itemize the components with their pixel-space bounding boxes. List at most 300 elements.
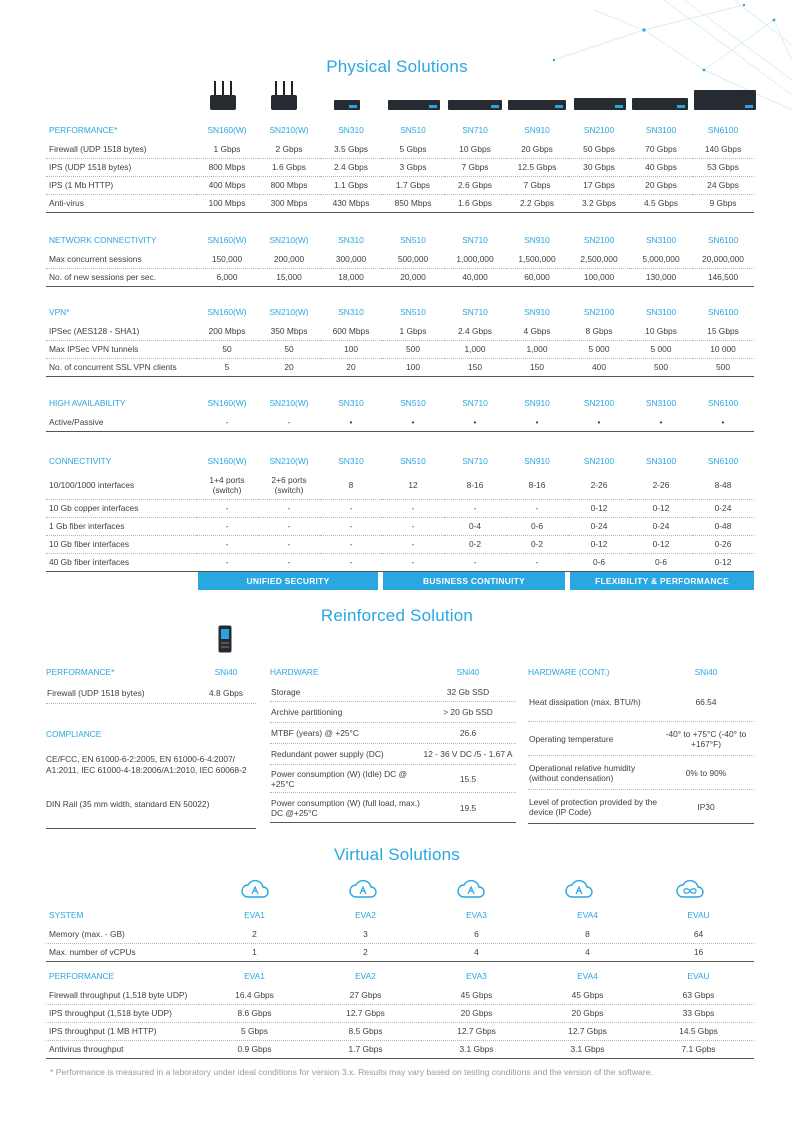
table-row — [46, 943, 754, 961]
cell-value: 2.2 Gbps — [506, 194, 568, 212]
spec-label: Level of protection provided by the device (IP Code) — [529, 796, 658, 817]
table-row — [46, 358, 754, 376]
cell-value: 0-12 — [630, 499, 692, 517]
cell-value: 0-12 — [692, 553, 754, 571]
model-header: SN210(W) — [269, 456, 309, 466]
reinforced-perf-model: SNi40 — [214, 667, 238, 677]
cell-value: 5 000 — [630, 340, 692, 358]
cell-value: 15,000 — [258, 268, 320, 286]
row-label: Firewall throughput (1,518 byte UDP) — [46, 986, 199, 1004]
cell-value: 500 — [630, 358, 692, 376]
cell-value: 27 Gbps — [310, 986, 421, 1004]
cell-value: • — [382, 413, 444, 431]
sn160w-image — [210, 78, 236, 110]
model-header: SN710 — [462, 456, 488, 466]
cell-value: 150,000 — [196, 250, 258, 268]
cell-value: 400 Mbps — [196, 176, 258, 194]
cell-value: 8 Gbps — [568, 322, 630, 340]
cell-value: 5 — [196, 358, 258, 376]
table-header-row — [46, 393, 754, 413]
cell-value: 1.7 Gbps — [310, 1040, 421, 1058]
table-row — [46, 176, 754, 194]
cell-value: - — [196, 499, 258, 517]
cell-value: 0-4 — [444, 517, 506, 535]
cell-value: 0-12 — [568, 499, 630, 517]
reinforced-perf-header: PERFORMANCE* — [46, 667, 115, 677]
physical-solutions-title: Physical Solutions — [326, 57, 468, 76]
row-label: Memory (max. - GB) — [46, 925, 199, 943]
cell-value: 1,000 — [444, 340, 506, 358]
eva2-cloud-icon — [348, 876, 378, 902]
reinforced-perf-row: Firewall (UDP 1518 bytes) 4.8 Gbps — [46, 682, 256, 704]
cell-value: - — [258, 553, 320, 571]
cell-value: 2-26 — [630, 471, 692, 499]
cell-value: 8 — [532, 925, 643, 943]
cell-value: 18,000 — [320, 268, 382, 286]
row-label: Max. number of vCPUs — [46, 943, 199, 961]
sn2100-image — [574, 98, 626, 110]
section-header: PERFORMANCE* — [49, 125, 118, 135]
cell-value: 0-24 — [630, 517, 692, 535]
section-header: CONNECTIVITY — [49, 456, 112, 466]
cell-value: 10 000 — [692, 340, 754, 358]
cell-value: - — [320, 535, 382, 553]
model-header: SN210(W) — [269, 307, 309, 317]
cell-value: 60,000 — [506, 268, 568, 286]
cell-value: 3 Gbps — [382, 158, 444, 176]
spec-row — [270, 682, 516, 702]
table-row — [46, 517, 754, 535]
cell-value: 20 Gbps — [532, 1004, 643, 1022]
cell-value: • — [506, 413, 568, 431]
hardware-model: SNi40 — [456, 667, 480, 677]
spec-label: Power consumption (W) (Idle) DC @ +25°C — [271, 768, 408, 789]
cell-value: 300,000 — [320, 250, 382, 268]
model-header: SN910 — [524, 398, 550, 408]
section-header: HIGH AVAILABILITY — [49, 398, 126, 408]
cell-value: 8.6 Gbps — [199, 1004, 310, 1022]
sn210w-image — [271, 78, 297, 110]
cell-value: 0-12 — [568, 535, 630, 553]
spec-label: MTBF (years) @ +25°C — [271, 728, 359, 738]
cell-value: 3.1 Gbps — [421, 1040, 532, 1058]
table-row — [46, 925, 754, 943]
cell-value: 40,000 — [444, 268, 506, 286]
model-header: SN3100 — [645, 398, 677, 408]
table-row — [46, 535, 754, 553]
cell-value: 5 000 — [568, 340, 630, 358]
cell-value: 17 Gbps — [568, 176, 630, 194]
row-label: 10 Gb copper interfaces — [46, 499, 196, 517]
cell-value: • — [692, 413, 754, 431]
cell-value: 24 Gbps — [692, 176, 754, 194]
model-header: SN710 — [462, 235, 488, 245]
reinforced-solution-title: Reinforced Solution — [320, 606, 474, 625]
cell-value: 10 Gbps — [630, 322, 692, 340]
model-header: SN3100 — [645, 307, 677, 317]
cell-value: 0-6 — [506, 517, 568, 535]
model-header: SN210(W) — [269, 235, 309, 245]
vpn-table — [46, 302, 754, 377]
cell-value: 4 Gbps — [506, 322, 568, 340]
cell-value: 12.7 Gbps — [310, 1004, 421, 1022]
cell-value: 0-24 — [568, 517, 630, 535]
cell-value: 0-24 — [692, 499, 754, 517]
spec-value: 26.6 — [459, 728, 477, 738]
model-header: SN510 — [400, 398, 426, 408]
cell-value: 3.5 Gbps — [320, 140, 382, 158]
model-header: SN310 — [338, 398, 364, 408]
cell-value: - — [444, 553, 506, 571]
model-header: SN210(W) — [269, 398, 309, 408]
model-header: SN160(W) — [207, 456, 247, 466]
spec-label: Operational relative humidity (without condensation) — [529, 762, 636, 783]
model-header: SN2100 — [583, 125, 615, 135]
cell-value: 9 Gbps — [692, 194, 754, 212]
sn6100-image — [694, 90, 756, 110]
cell-value: - — [320, 553, 382, 571]
table-row — [46, 140, 754, 158]
cell-value: 300 Mbps — [258, 194, 320, 212]
table-row — [46, 322, 754, 340]
cell-value: 7.1 Gpbs — [643, 1040, 754, 1058]
cell-value: 20 — [320, 358, 382, 376]
spec-row — [528, 790, 754, 824]
performance-table — [46, 120, 754, 213]
spec-value: 32 Gb SSD — [446, 686, 490, 697]
cell-value: 100 — [382, 358, 444, 376]
table-row — [46, 250, 754, 268]
row-label: Max IPSec VPN tunnels — [46, 340, 196, 358]
table-header-row — [46, 451, 754, 471]
cell-value: 12.7 Gbps — [532, 1022, 643, 1040]
cell-value: 15 Gbps — [692, 322, 754, 340]
banner-unified-security: UNIFIED SECURITY — [198, 572, 378, 590]
model-header: SN710 — [462, 125, 488, 135]
cell-value: 1+4 ports (switch) — [196, 471, 258, 499]
cell-value: 0-6 — [568, 553, 630, 571]
cell-value: 53 Gbps — [692, 158, 754, 176]
model-header: SN310 — [338, 456, 364, 466]
cell-value: - — [258, 535, 320, 553]
cell-value: 5,000,000 — [630, 250, 692, 268]
model-header: SN910 — [524, 456, 550, 466]
cell-value: 10 Gbps — [444, 140, 506, 158]
cell-value: 400 — [568, 358, 630, 376]
cell-value: • — [444, 413, 506, 431]
sn3100-image — [632, 98, 688, 110]
cell-value: 2+6 ports (switch) — [258, 471, 320, 499]
cell-value: 20 Gbps — [506, 140, 568, 158]
spec-value: 12 - 36 V DC /5 - 1.67 A — [423, 749, 513, 759]
row-label: IPS throughput (1 MB HTTP) — [46, 1022, 199, 1040]
cell-value: 1 Gbps — [196, 140, 258, 158]
cell-value: 3.2 Gbps — [568, 194, 630, 212]
cell-value: 0-2 — [444, 535, 506, 553]
cell-value: 146,500 — [692, 268, 754, 286]
cell-value: 0.9 Gbps — [199, 1040, 310, 1058]
cell-value: 200,000 — [258, 250, 320, 268]
spec-row — [270, 765, 516, 793]
cell-value: - — [258, 517, 320, 535]
cell-value: 0-12 — [630, 535, 692, 553]
row-label: IPS (1 Mb HTTP) — [46, 176, 196, 194]
cell-value: 20 Gbps — [630, 176, 692, 194]
model-header: SN510 — [400, 307, 426, 317]
row-label: No. of concurrent SSL VPN clients — [46, 358, 196, 376]
sni40-image — [218, 625, 232, 653]
cell-value: 2 — [199, 925, 310, 943]
evau-cloud-icon — [675, 876, 705, 902]
cell-value: 0-2 — [506, 535, 568, 553]
model-header: EVA4 — [577, 971, 598, 981]
sn910-image — [508, 100, 566, 110]
cell-value: - — [258, 499, 320, 517]
compliance-header: COMPLIANCE — [46, 729, 102, 739]
model-header: SN6100 — [707, 398, 739, 408]
cell-value: 0-48 — [692, 517, 754, 535]
section-header: PERFORMANCE — [49, 971, 115, 981]
cell-value: - — [320, 517, 382, 535]
table-row — [46, 194, 754, 212]
spec-value: IP30 — [697, 801, 715, 812]
model-header: EVA4 — [577, 910, 598, 920]
row-label: 1 Gb fiber interfaces — [46, 517, 196, 535]
row-label: Anti-virus — [46, 194, 196, 212]
cell-value: - — [382, 553, 444, 571]
table-header-row — [46, 120, 754, 140]
cell-value: 4.5 Gbps — [630, 194, 692, 212]
cell-value: 8 — [320, 471, 382, 499]
reinforced-performance-block — [46, 662, 256, 829]
cell-value: - — [320, 499, 382, 517]
reinforced-hardware-block — [270, 662, 516, 823]
model-header: SN910 — [524, 125, 550, 135]
cell-value: - — [382, 499, 444, 517]
banner-business-continuity: BUSINESS CONTINUITY — [383, 572, 565, 590]
model-header: EVA2 — [355, 910, 376, 920]
spec-row — [528, 756, 754, 790]
spec-value: 19.5 — [459, 802, 477, 813]
sn710-image — [448, 100, 502, 110]
table-row — [46, 1022, 754, 1040]
row-label: IPSec (AES128 - SHA1) — [46, 322, 196, 340]
cell-value: 4 — [532, 943, 643, 961]
cell-value: 2 — [310, 943, 421, 961]
cell-value: • — [320, 413, 382, 431]
cell-value: 2 Gbps — [258, 140, 320, 158]
cell-value: 1.6 Gbps — [444, 194, 506, 212]
cell-value: 20 — [258, 358, 320, 376]
row-label: No. of new sessions per sec. — [46, 268, 196, 286]
spec-row — [528, 722, 754, 756]
model-header: SN510 — [400, 456, 426, 466]
cell-value: 100 — [320, 340, 382, 358]
model-header: SN710 — [462, 398, 488, 408]
model-header: SN3100 — [645, 235, 677, 245]
model-header: SN160(W) — [207, 125, 247, 135]
cell-value: 100 Mbps — [196, 194, 258, 212]
model-header: SN310 — [338, 307, 364, 317]
cell-value: 7 Gbps — [506, 176, 568, 194]
high-availability-table — [46, 393, 754, 432]
model-header: EVA1 — [244, 971, 265, 981]
section-header: VPN* — [49, 307, 70, 317]
cell-value: 150 — [506, 358, 568, 376]
cell-value: 6 — [421, 925, 532, 943]
table-header-row — [46, 966, 754, 986]
model-header: SN6100 — [707, 456, 739, 466]
cell-value: - — [196, 413, 258, 431]
cell-value: 800 Mbps — [258, 176, 320, 194]
cell-value: 500 — [692, 358, 754, 376]
model-header: SN3100 — [645, 456, 677, 466]
cell-value: - — [382, 535, 444, 553]
table-row — [46, 158, 754, 176]
cell-value: 20,000,000 — [692, 250, 754, 268]
cell-value: 500,000 — [382, 250, 444, 268]
cell-value: - — [196, 535, 258, 553]
cell-value: 0-6 — [630, 553, 692, 571]
spec-label: Power consumption (W) (full load, max.) DC @+25°C — [271, 797, 420, 818]
cell-value: 50 — [196, 340, 258, 358]
virtual-system-table — [46, 905, 754, 962]
cell-value: 600 Mbps — [320, 322, 382, 340]
cell-value: 2.4 Gbps — [444, 322, 506, 340]
table-header-row — [46, 302, 754, 322]
row-label: Active/Passive — [46, 413, 196, 431]
cell-value: 12.5 Gbps — [506, 158, 568, 176]
model-header: SN210(W) — [269, 125, 309, 135]
cell-value: 3.1 Gbps — [532, 1040, 643, 1058]
row-label: 10 Gb fiber interfaces — [46, 535, 196, 553]
eva3-cloud-icon — [456, 876, 486, 902]
model-header: SN6100 — [707, 307, 739, 317]
virtual-performance-table — [46, 966, 754, 1059]
table-row — [46, 553, 754, 571]
cell-value: 0-26 — [692, 535, 754, 553]
row-label: IPS throughput (1,518 byte UDP) — [46, 1004, 199, 1022]
model-header: SN3100 — [645, 125, 677, 135]
model-header: SN160(W) — [207, 235, 247, 245]
model-header: SN2100 — [583, 307, 615, 317]
cell-value: 12.7 Gbps — [421, 1022, 532, 1040]
cell-value: 1,000,000 — [444, 250, 506, 268]
cell-value: 12 — [382, 471, 444, 499]
cell-value: 8-48 — [692, 471, 754, 499]
spec-label: Redundant power supply (DC) — [271, 749, 384, 759]
spec-row — [270, 702, 516, 723]
cell-value: • — [630, 413, 692, 431]
spec-label: Archive partitioning — [271, 707, 343, 717]
virtual-solutions-title: Virtual Solutions — [334, 845, 460, 864]
reinforced-hardware-cont-block — [528, 662, 754, 824]
model-header: EVA3 — [466, 971, 487, 981]
row-label: 40 Gb fiber interfaces — [46, 553, 196, 571]
cell-value: 63 Gbps — [643, 986, 754, 1004]
model-header: SN160(W) — [207, 307, 247, 317]
spec-value: 0% to 90% — [685, 767, 727, 778]
cell-value: 1.1 Gbps — [320, 176, 382, 194]
cell-value: 1 — [199, 943, 310, 961]
cell-value: 8-16 — [506, 471, 568, 499]
section-header: SYSTEM — [49, 910, 84, 920]
model-header: SN2100 — [583, 235, 615, 245]
section-header: NETWORK CONNECTIVITY — [49, 235, 157, 245]
cell-value: 70 Gbps — [630, 140, 692, 158]
table-row — [46, 340, 754, 358]
model-header: SN6100 — [707, 235, 739, 245]
cell-value: 33 Gbps — [643, 1004, 754, 1022]
cell-value: 3 — [310, 925, 421, 943]
cell-value: 200 Mbps — [196, 322, 258, 340]
cell-value: 20,000 — [382, 268, 444, 286]
row-label: Antivirus throughput — [46, 1040, 199, 1058]
spec-row — [270, 744, 516, 765]
table-row — [46, 471, 754, 499]
cell-value: 50 — [258, 340, 320, 358]
appliance-images — [198, 78, 754, 110]
cell-value: 45 Gbps — [532, 986, 643, 1004]
model-header: EVA2 — [355, 971, 376, 981]
spec-row — [270, 793, 516, 823]
spec-value: 66.54 — [695, 696, 717, 707]
cell-value: 8-16 — [444, 471, 506, 499]
hardware-cont-model: SNi40 — [694, 667, 718, 677]
model-header: SN510 — [400, 125, 426, 135]
connectivity-table — [46, 451, 754, 572]
cell-value: 64 — [643, 925, 754, 943]
cell-value: 500 — [382, 340, 444, 358]
table-row — [46, 1004, 754, 1022]
model-header: EVAU — [687, 971, 710, 981]
cell-value: 130,000 — [630, 268, 692, 286]
cell-value: - — [196, 553, 258, 571]
row-label: Max concurrent sessions — [46, 250, 196, 268]
model-header: SN710 — [462, 307, 488, 317]
din-rail-text: DIN Rail (35 mm width, standard EN 50022) — [46, 799, 256, 829]
eva1-cloud-icon — [240, 876, 270, 902]
spec-value: > 20 Gb SSD — [443, 707, 493, 717]
spec-value: 15.5 — [459, 773, 477, 784]
cell-value: - — [258, 413, 320, 431]
cell-value: - — [196, 517, 258, 535]
spec-label: Storage — [271, 686, 301, 697]
spec-row — [528, 682, 754, 722]
cell-value: 5 Gbps — [382, 140, 444, 158]
cell-value: 1.6 Gbps — [258, 158, 320, 176]
sn310-image — [334, 100, 360, 110]
cell-value: 100,000 — [568, 268, 630, 286]
sn510-image — [388, 100, 440, 110]
cell-value: 2,500,000 — [568, 250, 630, 268]
cell-value: 150 — [444, 358, 506, 376]
cell-value: 45 Gbps — [421, 986, 532, 1004]
cell-value: 1 Gbps — [382, 322, 444, 340]
cell-value: 2.4 Gbps — [320, 158, 382, 176]
cell-value: 5 Gbps — [199, 1022, 310, 1040]
hardware-header: HARDWARE — [270, 667, 319, 677]
cell-value: 16.4 Gbps — [199, 986, 310, 1004]
table-header-row — [46, 905, 754, 925]
model-header: SN6100 — [707, 125, 739, 135]
cell-value: 14.5 Gbps — [643, 1022, 754, 1040]
cell-value: 2-26 — [568, 471, 630, 499]
model-header: SN2100 — [583, 456, 615, 466]
spec-value: -40° to +75°C (-40° to +167°F) — [665, 728, 747, 749]
cell-value: 40 Gbps — [630, 158, 692, 176]
cell-value: 850 Mbps — [382, 194, 444, 212]
